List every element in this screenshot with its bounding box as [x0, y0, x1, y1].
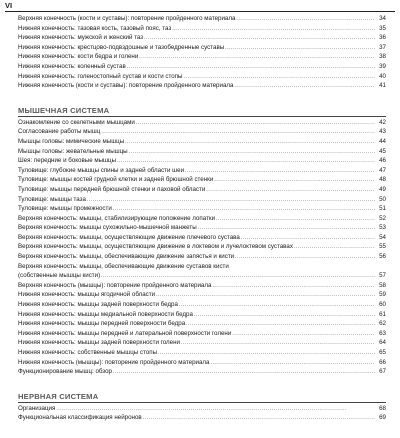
toc-entry[interactable] [18, 310, 386, 320]
toc-entry-page: 40 [379, 72, 386, 80]
toc-entry-page: 57 [379, 272, 386, 280]
dot-leader [241, 233, 375, 243]
dot-leader [198, 223, 375, 233]
dot-leader [87, 195, 375, 205]
toc-entry-page: 65 [379, 349, 386, 356]
toc-entry-page: 69 [379, 414, 386, 422]
toc-entry-page: 35 [379, 24, 386, 32]
toc-entry[interactable] [18, 166, 386, 176]
toc-entry-title: Ознакомление со скелетными мышцами [18, 118, 135, 126]
toc-entry[interactable] [18, 52, 386, 62]
dot-leader [234, 81, 375, 91]
dot-leader [179, 300, 375, 310]
toc-entry[interactable] [18, 223, 386, 233]
toc-entry-page: 56 [379, 253, 386, 261]
toc-entry[interactable] [18, 137, 386, 147]
toc-entry[interactable] [18, 214, 386, 224]
toc-entry-title: Нижняя конечность: тазовая кость, тазовый пояс, таз [18, 24, 172, 32]
header-rule [5, 11, 395, 12]
section-gap [0, 377, 400, 391]
dot-leader [158, 348, 375, 358]
toc-entry[interactable] [18, 118, 386, 128]
dot-leader [206, 185, 375, 195]
toc-entry-title: Верхняя конечность (кости и суставы): повторение пройденного материала [18, 15, 236, 22]
toc-entry-title: Шея: передние и боковые мышцы [18, 157, 117, 165]
toc-entry[interactable] [18, 319, 386, 329]
toc-entry-page: 51 [379, 205, 386, 213]
dot-leader [139, 52, 375, 62]
dot-leader [212, 281, 375, 291]
toc-entry-title: Функционирование мышц: обзор [18, 368, 112, 376]
toc-entry-page: 38 [379, 53, 386, 61]
toc-entry-title: Верхняя конечность: мышцы, обеспечивающие движение запястья и кисти [18, 253, 235, 261]
toc-entry-title: Функциональная классификация нейронов [18, 414, 142, 422]
toc-entry-page: 55 [379, 243, 386, 251]
toc-entry-page: 64 [379, 339, 386, 347]
toc-entry[interactable] [18, 33, 386, 43]
dot-leader [172, 24, 375, 34]
toc-entry-title: Верхняя конечность: мышцы сухожильно-мышечной манжеты [18, 224, 197, 232]
dot-leader [129, 147, 375, 157]
toc-entry-title: Верхняя конечность: мышцы, стабилизирующие положение лопатки [18, 214, 216, 222]
toc-entry[interactable] [18, 348, 386, 358]
toc-entry[interactable] [18, 185, 386, 195]
toc-entry-title: Нижняя конечность: мышцы передней и латеральной поверхности голени [18, 329, 232, 337]
dot-leader [125, 137, 375, 147]
section-title: МЫШЕЧНАЯ СИСТЕМА [18, 105, 110, 115]
toc-entry-page: 59 [379, 291, 386, 299]
toc-entry-title: Верхняя конечность: мышцы, обеспечивающие движение суставов кисти [18, 262, 229, 270]
dot-leader [235, 252, 375, 262]
toc-entry-page: 42 [379, 118, 386, 126]
toc-entry[interactable] [18, 14, 386, 24]
toc-entry-page: 62 [379, 320, 386, 328]
toc-entry[interactable] [18, 413, 386, 423]
toc-entry-title: Мышцы головы: мимические мышцы [18, 137, 125, 145]
toc-entry[interactable] [18, 358, 386, 368]
toc-entry[interactable] [18, 281, 386, 291]
table-of-contents [0, 14, 400, 423]
toc-entry-page: 68 [379, 404, 386, 412]
toc-entry-page: 48 [379, 176, 386, 184]
dot-leader [144, 33, 375, 43]
dot-leader [143, 413, 375, 423]
toc-entry-title: Нижняя конечность: мышцы передней поверхности бедра [18, 320, 186, 328]
toc-entry[interactable] [18, 62, 386, 72]
dot-leader [194, 310, 375, 320]
toc-entry[interactable] [18, 262, 386, 272]
toc-entry-title: Нижняя конечность: мышцы задней поверхности голени [18, 339, 180, 347]
dot-leader [101, 127, 375, 137]
toc-entry-title: Нижняя конечность: мужской и женский таз [18, 34, 144, 42]
dot-leader [56, 404, 375, 414]
toc-entry[interactable] [18, 195, 386, 205]
toc-section [0, 14, 400, 91]
toc-entry-page: 50 [379, 195, 386, 203]
toc-entry[interactable] [18, 329, 386, 339]
toc-entry[interactable] [18, 233, 386, 243]
toc-entry[interactable] [18, 156, 386, 166]
dot-leader [216, 214, 375, 224]
toc-entry-title: Нижняя конечность: голеностопный сустав и кости стопы [18, 72, 183, 80]
page-number: VI [5, 1, 13, 10]
toc-entry[interactable] [18, 404, 386, 414]
toc-entry[interactable] [18, 290, 386, 300]
toc-entry-title: Туловище: мышцы таза [18, 195, 86, 203]
dot-leader [113, 367, 375, 377]
toc-entry[interactable] [18, 204, 386, 214]
dot-leader [127, 62, 375, 72]
toc-entry-title: (собственные мышцы кисти) [18, 272, 101, 280]
toc-entry-title: Нижняя конечность: мышцы ягодичной области [18, 291, 156, 299]
toc-entry-page: 54 [379, 233, 386, 241]
toc-entry-title: Нижняя конечность: кости бедра и голени [18, 53, 139, 61]
toc-entry-title: Нижняя конечность (кости и суставы): повторение пройденного материала [18, 82, 234, 90]
dot-leader [181, 338, 375, 348]
toc-entry-title: Нижняя конечность: мышцы задней поверхности бедра [18, 301, 178, 309]
toc-entry[interactable] [18, 43, 386, 53]
toc-entry-title: Нижняя конечность: собственные мышцы стопы [18, 349, 158, 356]
dot-leader [232, 329, 375, 339]
toc-entry-page: 37 [379, 43, 386, 51]
toc-entry[interactable] [18, 252, 386, 262]
toc-entry-page: 66 [379, 358, 386, 366]
toc-entry-title: Нижняя конечность: крестцово-подвздошные и тазобедренные суставы [18, 43, 225, 51]
toc-entry-title: Верхняя конечность: мышцы, осуществляющие движение плечевого сустава [18, 233, 240, 241]
toc-entry-title: Нижняя конечность: мышцы медиальной поверхности бедра [18, 310, 193, 318]
section-rule [18, 402, 386, 403]
dot-leader [214, 175, 375, 185]
dot-leader [136, 118, 375, 128]
toc-section [0, 391, 400, 423]
toc-entry-title: Мышцы головы: жевательные мышцы [18, 147, 128, 155]
toc-entry-title: Туловище: мышцы костей грудной клетки и задней брюшной стенки [18, 176, 214, 184]
toc-entry[interactable] [18, 81, 386, 91]
toc-entry-page: 44 [379, 137, 386, 145]
toc-entry[interactable] [18, 271, 386, 281]
toc-section [0, 105, 400, 377]
toc-entry[interactable] [18, 175, 386, 185]
toc-entry-title: Верхняя конечность (мышцы): повторение пройденного материала [18, 281, 212, 289]
toc-entry-page: 34 [379, 15, 386, 22]
toc-entry[interactable] [18, 242, 386, 252]
toc-entry[interactable] [18, 147, 386, 157]
toc-entry[interactable] [18, 127, 386, 137]
dot-leader [156, 290, 375, 300]
section-title: НЕРВНАЯ СИСТЕМА [18, 391, 99, 401]
toc-entry-title: Туловище: мышцы промежности [18, 205, 112, 213]
toc-entry-page: 52 [379, 214, 386, 222]
toc-entry-title: Организация [18, 404, 56, 412]
toc-entry-title: Нижняя конечность (мышцы): повторение пройденного материала [18, 358, 210, 366]
toc-entry-title: Нижняя конечность: коленный сустав [18, 62, 126, 70]
toc-entry[interactable] [18, 300, 386, 310]
toc-entry-page: 63 [379, 329, 386, 337]
dot-leader [117, 156, 375, 166]
toc-entry-page: 41 [379, 82, 386, 90]
toc-entry-page: 45 [379, 147, 386, 155]
dot-leader [186, 319, 375, 329]
toc-entry-page: 46 [379, 157, 386, 165]
dot-leader [113, 204, 375, 214]
dot-leader [236, 14, 375, 24]
toc-entry[interactable] [18, 72, 386, 82]
toc-entry-page: 53 [379, 224, 386, 232]
toc-entry-page: 58 [379, 281, 386, 289]
dot-leader [210, 358, 375, 368]
section-gap [0, 91, 400, 105]
dot-leader [225, 43, 375, 53]
dot-leader [183, 72, 375, 82]
toc-entry-page: 60 [379, 301, 386, 309]
dot-leader [185, 166, 375, 176]
toc-entry[interactable] [18, 338, 386, 348]
toc-entry-title: Верхняя конечность: мышцы, осуществляющие движение в локтевом и лучелоктевом суставах [18, 243, 293, 251]
toc-entry-page: 39 [379, 62, 386, 70]
toc-entry-title: Туловище: глубокие мышцы спины и задней области шеи [18, 166, 185, 174]
toc-entry-title: Согласование работы мышц [18, 128, 101, 136]
toc-entry-page: 67 [379, 368, 386, 376]
toc-entry[interactable] [18, 367, 386, 377]
toc-entry-page: 43 [379, 128, 386, 136]
toc-entry-page: 49 [379, 185, 386, 193]
dot-leader [294, 242, 375, 252]
toc-entry-title: Туловище: мышцы передней брюшной стенки и паховой области [18, 185, 206, 193]
toc-entry-page: 47 [379, 166, 386, 174]
dot-leader [101, 271, 375, 281]
section-rule [18, 116, 386, 117]
toc-entry[interactable] [18, 24, 386, 34]
toc-entry-page: 36 [379, 34, 386, 42]
toc-entry-page: 61 [379, 310, 386, 318]
